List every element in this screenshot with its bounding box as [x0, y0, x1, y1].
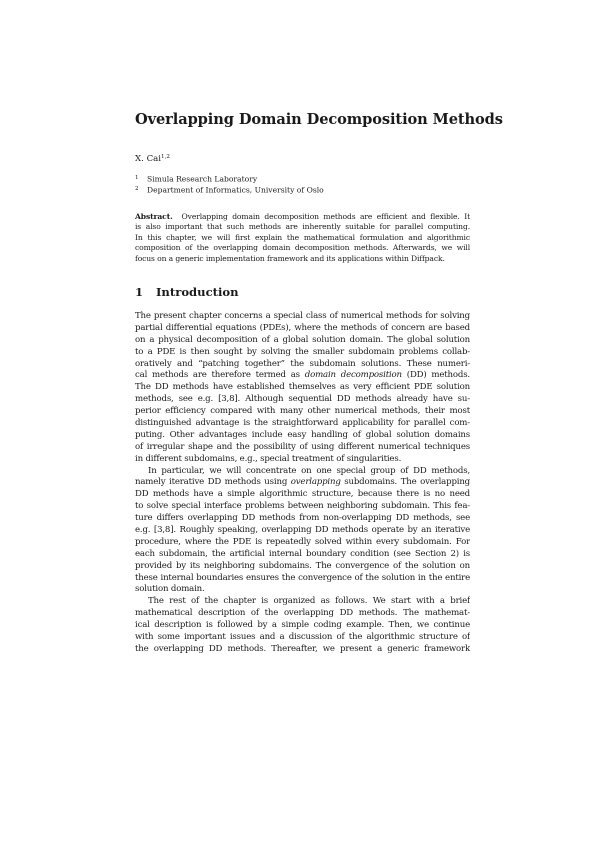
- section-title: Introduction: [156, 285, 239, 299]
- author-affiliation-marks: 1,2: [161, 154, 170, 160]
- abstract-line: Abstract. Overlapping domain decomposition methods are efficient and flexible. It: [135, 212, 470, 221]
- body-line: distinguished advantage is the straightforward applicability for parallel com-: [135, 418, 470, 429]
- body-line: with some important issues and a discussion of the algorithmic structure of: [135, 632, 470, 643]
- body-line: DD methods have a simple algorithmic structure, because there is no need: [135, 489, 470, 500]
- body-line: in different subdomains, e.g., special treatment of singularities.: [135, 453, 402, 464]
- body-line: methods, see e.g. [3,8]. Although sequential DD methods already have su-: [135, 394, 470, 405]
- body-line: The DD methods have established themselves as very efficient PDE solution: [135, 382, 470, 393]
- abstract-line: In this chapter, we will first explain the mathematical formulation and algorithmic: [135, 232, 470, 242]
- body-line: e.g. [3,8]. Roughly speaking, overlapping DD methods operate by an iterative: [135, 525, 470, 536]
- body-line: each subdomain, the artificial internal boundary condition (see Section 2) is: [135, 548, 470, 559]
- affiliation-text: Simula Research Laboratory: [147, 174, 258, 184]
- paper-title: Overlapping Domain Decomposition Methods: [135, 111, 503, 128]
- affiliation-1: [135, 173, 257, 185]
- emphasis: domain decomposition: [304, 370, 402, 381]
- body-line: to a PDE is then sought by solving the smaller subdomain problems collab-: [135, 346, 470, 357]
- body-line: on a physical decomposition of a global solution domain. The global solution: [135, 334, 470, 345]
- body-line: oratively and “patching together” the subdomain solutions. These numeri-: [135, 358, 470, 369]
- abstract-line: is also important that such methods are inherently suitable for parallel computing.: [135, 222, 470, 232]
- affiliation-number: 2: [135, 186, 139, 192]
- body-line: solution domain.: [135, 584, 205, 595]
- affiliation-number: 1: [135, 175, 139, 181]
- emphasis: overlapping: [290, 477, 341, 488]
- body-line: of irregular shape and the possibility of using different numerical techniques: [135, 441, 470, 452]
- body-line: mathematical description of the overlapping DD methods. The mathemat-: [135, 608, 470, 619]
- body-line: provided by its neighboring subdomains. The convergence of the solution on: [135, 560, 470, 571]
- body-line: namely iterative DD methods using overlapping subdomains. The overlapping: [135, 477, 470, 488]
- affiliation-2: [135, 184, 324, 196]
- body-text: [135, 311, 470, 656]
- body-line: ture differs overlapping DD methods from non-overlapping DD methods, see: [135, 513, 470, 524]
- affiliation-text: Department of Informatics, University of Oslo: [147, 185, 324, 195]
- body-line: The rest of the chapter is organized as follows. We start with a brief: [148, 596, 470, 607]
- body-line: perior efficiency compared with many other numerical methods, their most: [135, 406, 470, 417]
- body-line: ical description is followed by a simple coding example. Then, we continue: [135, 620, 470, 631]
- body-line: the overlapping DD methods. Thereafter, we present a generic framework: [135, 643, 470, 654]
- author-line: [135, 152, 170, 165]
- abstract-label: Abstract.: [135, 212, 173, 221]
- abstract-line: focus on a generic implementation framework and its applications within Diffpack.: [135, 253, 445, 263]
- abstract-line: composition of the overlapping domain decomposition methods. Afterwards, we will: [135, 243, 470, 253]
- body-line: to solve special interface problems between neighboring subdomain. This fea-: [135, 501, 470, 512]
- abstract: [135, 212, 470, 264]
- body-line: partial differential equations (PDEs), where the methods of concern are based: [135, 322, 470, 333]
- body-line: The present chapter concerns a special class of numerical methods for solving: [135, 311, 470, 321]
- body-line: puting. Other advantages include easy handling of global solution domains: [135, 429, 470, 440]
- section-number: 1: [135, 285, 144, 299]
- body-line: procedure, where the PDE is repeatedly solved within every subdomain. For: [135, 536, 470, 547]
- author-name: X. Cai: [135, 154, 162, 164]
- body-line: In particular, we will concentrate on one special group of DD methods,: [148, 465, 470, 476]
- body-line: these internal boundaries ensures the convergence of the solution in the entire: [135, 572, 470, 583]
- body-line: cal methods are therefore termed as domain decomposition (DD) methods.: [135, 370, 470, 381]
- section-heading: [135, 285, 239, 300]
